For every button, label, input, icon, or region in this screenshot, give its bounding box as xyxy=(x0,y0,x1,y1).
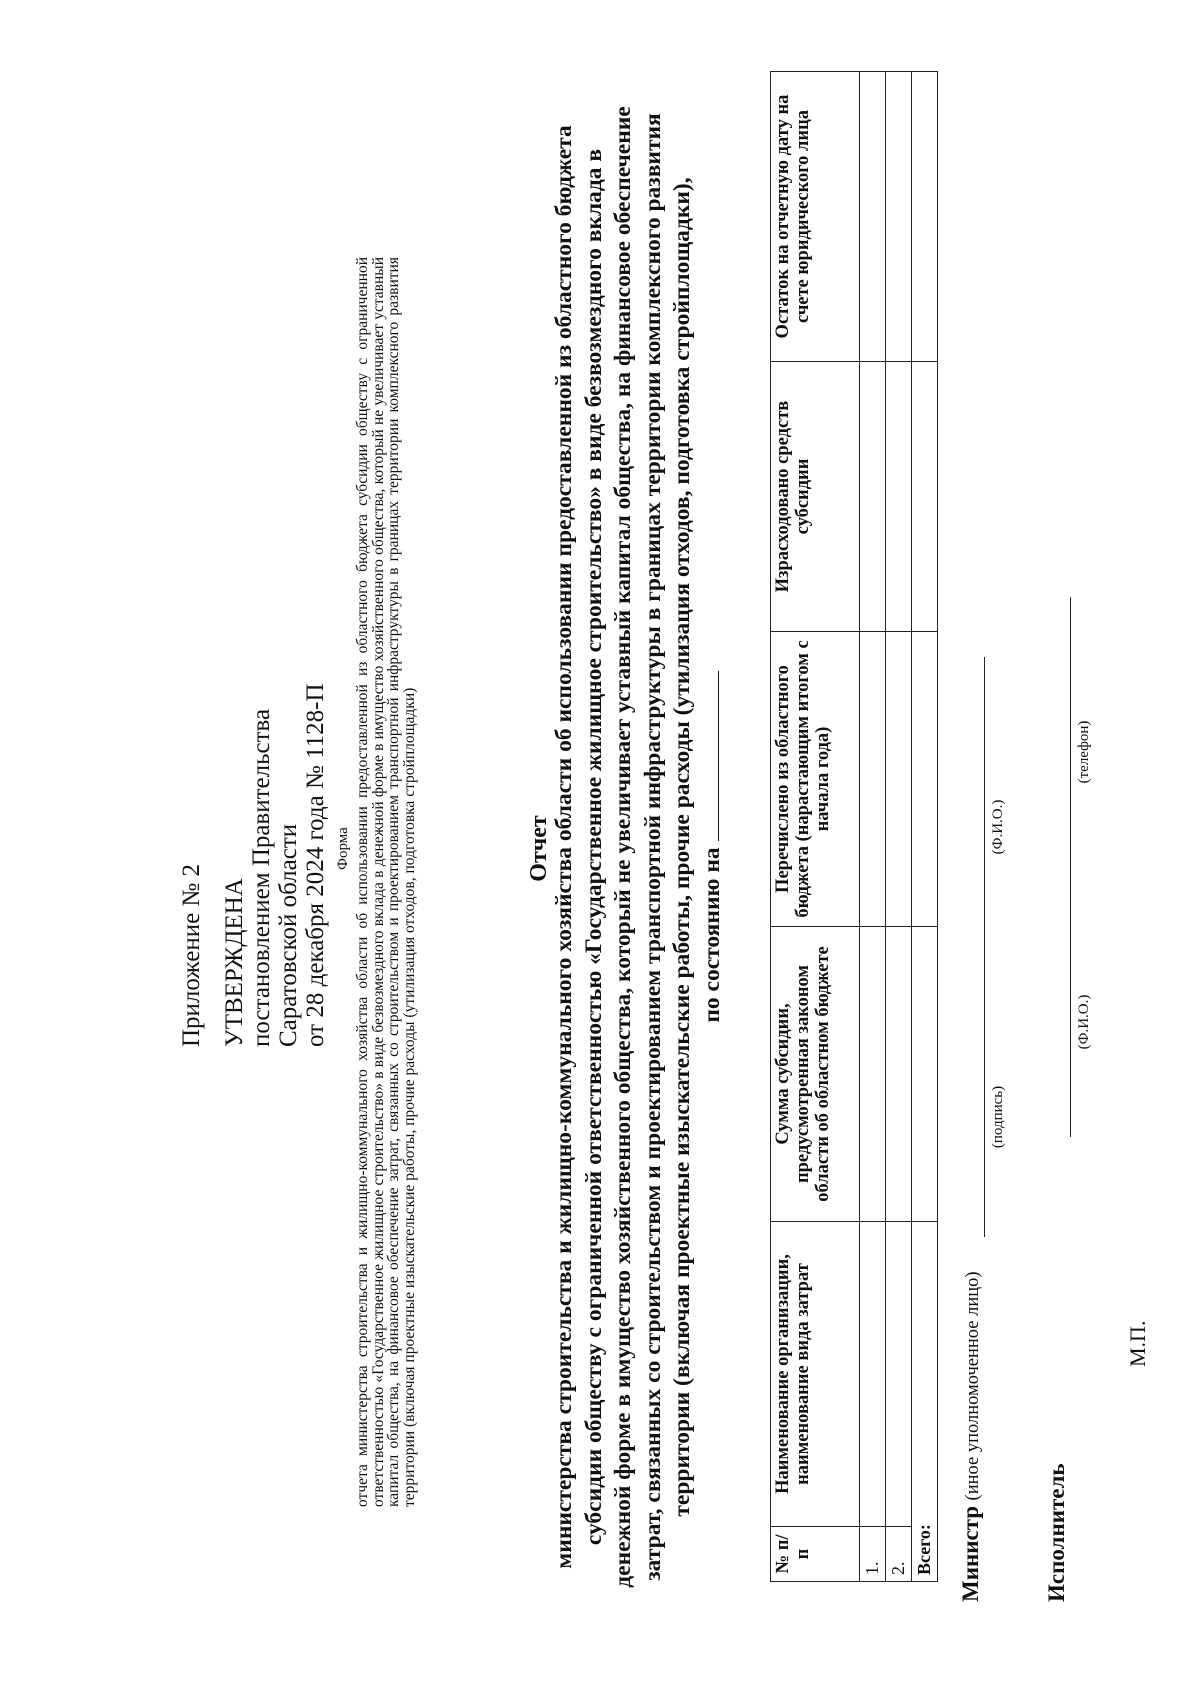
executor-label xyxy=(1044,1463,1070,1602)
table-cell xyxy=(860,72,886,362)
column-header-balance: Остаток на отчетную дату на счете юридического лица xyxy=(771,72,860,362)
appendix-number: Приложение № 2 xyxy=(178,863,205,1047)
as-of-date-line xyxy=(700,671,719,841)
approval-line-2: Саратовской области xyxy=(275,823,302,1047)
report-title: Отчет xyxy=(526,815,552,882)
minister-signature-caption: (подпись) xyxy=(990,1085,1006,1149)
table-cell xyxy=(912,632,938,927)
table-cell xyxy=(912,927,938,1222)
stamp-place: М.П. xyxy=(1125,1320,1150,1367)
table-cell xyxy=(886,1222,912,1527)
approved-stamp: УТВЕРЖДЕНА xyxy=(221,878,248,1047)
approval-line-1: постановлением Правительства xyxy=(248,708,275,1047)
report-as-of: по состоянию на xyxy=(698,847,725,1023)
row-number: 1. xyxy=(860,1527,886,1582)
total-label: Всего: xyxy=(912,1222,938,1582)
column-header-subsidy-amount: Сумма субсидии, предусмотренная законом области об областном бюджете xyxy=(771,927,860,1222)
approval-header xyxy=(178,683,329,1047)
table-cell xyxy=(860,632,886,927)
column-header-transferred: Перечислено из областного бюджета (нарастающим итогом с начала года) xyxy=(771,632,860,927)
form-label: Форма xyxy=(335,827,351,870)
table-cell xyxy=(886,632,912,927)
minister-name-caption: (Ф.И.О.) xyxy=(990,799,1006,855)
table-cell xyxy=(886,927,912,1222)
executor-title: Исполнитель xyxy=(1044,1463,1069,1602)
minister-signature-line xyxy=(960,997,985,1237)
table-header-row xyxy=(771,72,860,1582)
table-total-row xyxy=(912,72,938,1582)
column-header-spent: Израсходовано средств субсидии xyxy=(771,362,860,632)
table-cell xyxy=(912,362,938,632)
column-header-organization: Наименование организации, наименование вида затрат xyxy=(771,1222,860,1527)
minister-name-line xyxy=(960,657,985,997)
minister-signature-label xyxy=(958,1271,984,1602)
table-cell xyxy=(860,362,886,632)
report-table xyxy=(770,71,938,1582)
report-body-text: министерства строительства и жилищно-коммунального хозяйства области об использовании предоставленной из областного бюджета субсидии обществу с ограниченной ответственностью «Государственное жилищное строительство» в виде безвозмездного вклада в денежной форме в имущество хозяйственного общества, который не увеличивает уставный капитал общества, на финансовое обеспечение затрат, связанных со строительством и проектированием транспортной инфраструктуры в границах территории комплексного развития территории (включая проектные изыскательские работы, прочие расходы (утилизация отходов, подготовка стройплощадки), xyxy=(551,106,695,1588)
table-row xyxy=(860,72,886,1582)
table-cell xyxy=(860,927,886,1222)
row-number: 2. xyxy=(886,1527,912,1582)
minister-note: (иное уполномоченное лицо) xyxy=(963,1271,983,1501)
report-body xyxy=(550,97,727,1597)
executor-name-caption: (Ф.И.О.) xyxy=(1076,994,1092,1050)
form-description: отчета министерства строительства и жилищно-коммунального хозяйства области об использовании предоставленной из областного бюджета субсидии обществу с ограниченной ответственностью «Государственное жилищное строительство» в виде безвозмездного вклада в денежной форме в имущество хозяйственного общества, который не увеличивает уставный капитал общества, на финансовое обеспечение затрат, связанных со строительством и проектированием транспортной инфраструктуры в границах территории комплексного развития территории (включая проектные изыскательские работы, прочие расходы (утилизация отходов, подготовка стройплощадки) xyxy=(354,257,418,1507)
executor-phone-caption: (телефон) xyxy=(1076,720,1092,784)
table-row xyxy=(886,72,912,1582)
minister-title: Министр xyxy=(958,1505,983,1602)
table-cell xyxy=(886,362,912,632)
approval-line-3: от 28 декабря 2024 года № 1128-П xyxy=(302,683,329,1047)
column-header-number: № п/п xyxy=(771,1527,860,1582)
table-cell xyxy=(886,72,912,362)
table-cell xyxy=(912,72,938,362)
table-cell xyxy=(860,1222,886,1527)
executor-phone-line xyxy=(1046,597,1071,907)
executor-name-line xyxy=(1046,907,1071,1137)
